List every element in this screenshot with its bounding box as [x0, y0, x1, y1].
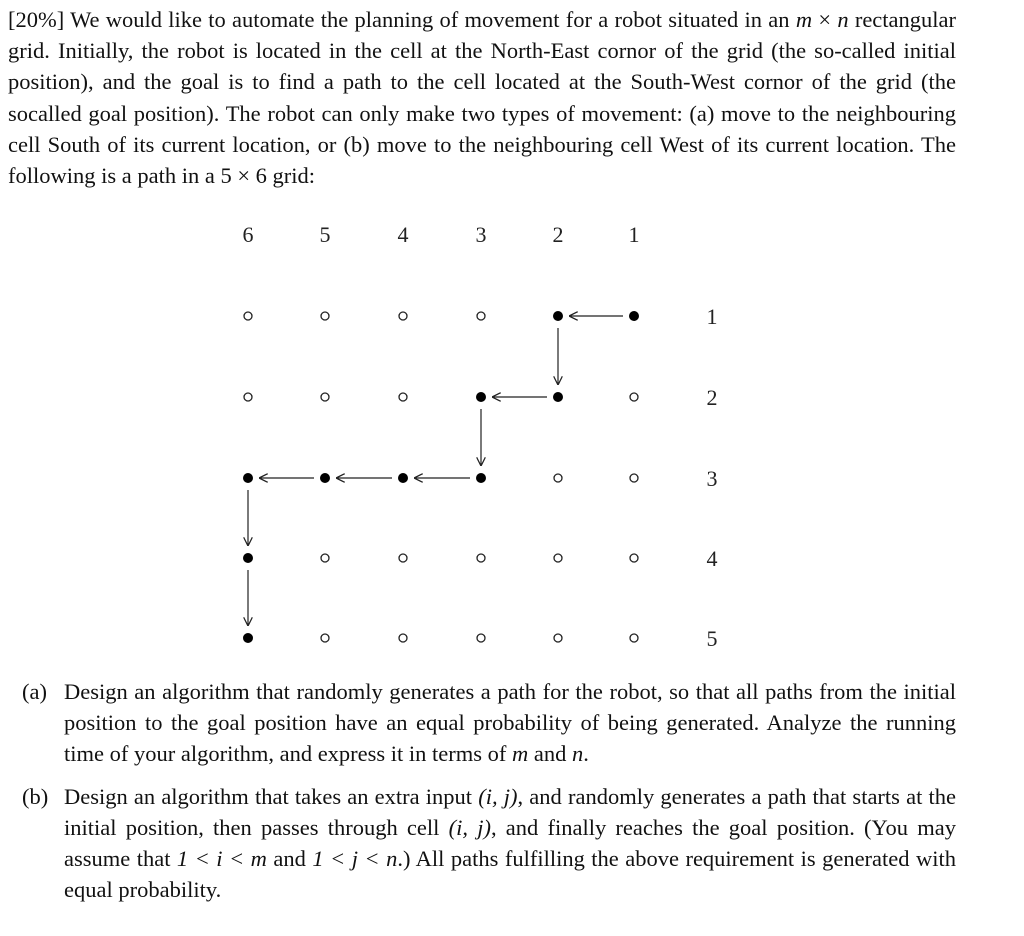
row-label: 1 — [706, 304, 718, 329]
path-cell-dot — [476, 392, 486, 402]
part-a-var-n: n — [572, 741, 584, 767]
empty-cell-dot — [321, 554, 329, 562]
path-cell-dot — [553, 392, 563, 402]
problem-weight: [20%] — [8, 7, 65, 32]
intro-text-c: grid: — [272, 163, 316, 189]
row-label: 4 — [706, 546, 718, 571]
empty-cell-dot — [399, 634, 407, 642]
path-cell-dot — [398, 473, 408, 483]
part-b-and: and — [273, 846, 306, 872]
part-b — [22, 781, 956, 906]
column-label: 5 — [319, 222, 331, 247]
empty-cell-dot — [477, 554, 485, 562]
row-label: 3 — [706, 466, 718, 491]
part-b-ij: (i, j) — [478, 783, 518, 809]
empty-cell-dot — [399, 312, 407, 320]
grid-size: 5 × 6 — [220, 163, 267, 189]
empty-cell-dot — [244, 393, 252, 401]
empty-cell-dot — [321, 393, 329, 401]
part-a-var-m: m — [512, 741, 529, 767]
part-a — [22, 676, 956, 770]
part-a-and: and — [533, 741, 567, 767]
part-a-text: Design an algorithm that randomly generates a path for the robot, so that all paths from the initial position to the goal position have an equal probability of being generated. Analyze the running time of your algorithm, and express it in terms of — [64, 679, 956, 767]
empty-cell-dot — [554, 634, 562, 642]
path-cell-dot — [476, 473, 486, 483]
var-m: m — [795, 7, 813, 32]
part-a-label: (a) — [22, 679, 47, 704]
empty-cell-dot — [399, 393, 407, 401]
empty-cell-dot — [630, 554, 638, 562]
row-label: 2 — [706, 385, 718, 410]
empty-cell-dot — [244, 312, 252, 320]
column-label: 2 — [552, 222, 564, 247]
column-label: 3 — [475, 222, 487, 247]
empty-cell-dot — [630, 474, 638, 482]
part-b-cond-j: 1 < j < n — [312, 846, 398, 872]
empty-cell-dot — [321, 312, 329, 320]
var-n: n — [837, 7, 849, 32]
path-cell-dot — [320, 473, 330, 483]
part-b-text-4: .) All paths fulfilling the above requirement is generated with equal probability. — [64, 846, 956, 903]
part-b-ij-2: (i, j) — [448, 814, 491, 840]
empty-cell-dot — [630, 634, 638, 642]
part-b-text-2: , and randomly generates a path that starts at the initial position, then passes through cell — [64, 783, 956, 840]
row-label: 5 — [706, 626, 718, 651]
empty-cell-dot — [554, 554, 562, 562]
path-cell-dot — [243, 633, 253, 643]
path-cell-dot — [629, 311, 639, 321]
empty-cell-dot — [477, 634, 485, 642]
intro-text-a: We would like to automate the planning of movement for a robot situated in an — [70, 7, 790, 32]
column-label: 1 — [628, 222, 640, 247]
part-b-text-1: Design an algorithm that takes an extra input — [64, 783, 473, 809]
part-a-end: . — [583, 741, 589, 767]
column-label: 4 — [397, 222, 409, 247]
part-b-text-3: , and finally reaches the goal position. (You may assume that — [64, 814, 956, 872]
path-cell-dot — [553, 311, 563, 321]
times-symbol: × — [818, 7, 832, 32]
path-cell-dot — [243, 553, 253, 563]
intro-text-b: rectangular grid. Initially, the robot is located in the cell at the North-East cornor of the grid (the so-called initial position), and the goal is to find a path to the cell located at the South-West cornor of the grid (the socalled goal position). The robot can only make two types of movement: (a) move to the neighbouring cell South of its current location, or (b) move to the neighbouring cell West of its current location. The following is a path in a — [8, 7, 957, 189]
empty-cell-dot — [630, 393, 638, 401]
part-b-cond-i: 1 < i < m — [176, 846, 267, 872]
empty-cell-dot — [554, 474, 562, 482]
empty-cell-dot — [399, 554, 407, 562]
part-b-label: (b) — [22, 783, 49, 809]
empty-cell-dot — [321, 634, 329, 642]
empty-cell-dot — [477, 312, 485, 320]
column-label: 6 — [242, 222, 254, 247]
question-parts — [22, 676, 956, 916]
path-cell-dot — [243, 473, 253, 483]
